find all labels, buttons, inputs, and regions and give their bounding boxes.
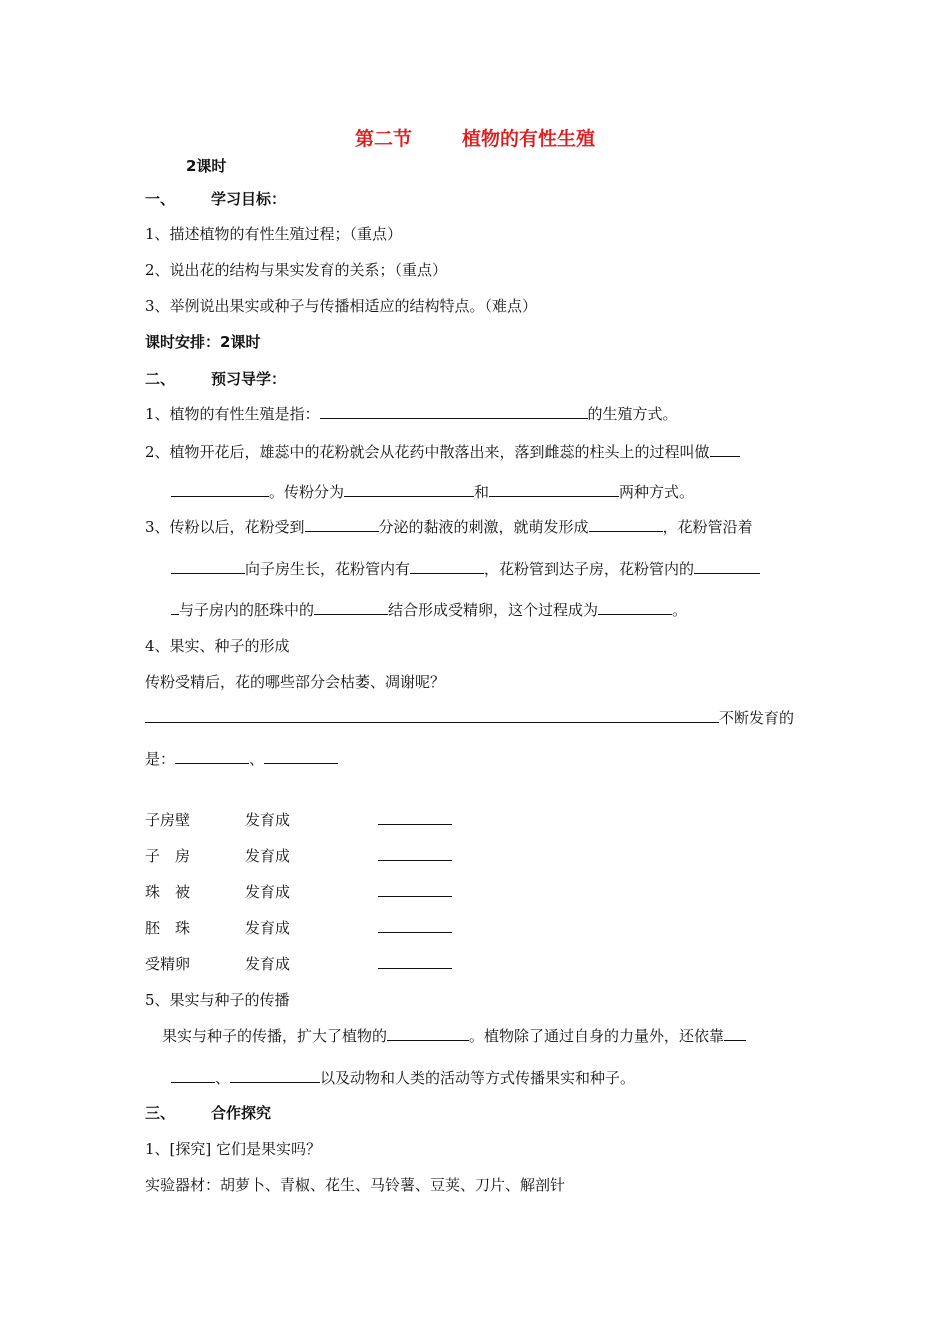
develop-verb: 发育成 <box>245 955 291 973</box>
section-3-heading <box>145 1103 271 1123</box>
answer-blank[interactable] <box>171 600 179 615</box>
question-5-line-2 <box>171 1068 635 1088</box>
explore-item-1: 1、[探究] 它们是果实吗？ <box>145 1140 322 1158</box>
flower-part: 受精卵 <box>145 955 191 973</box>
question-4-text: 不断发育的 <box>719 709 795 727</box>
answer-blank[interactable] <box>378 846 452 861</box>
objective-2: 2、说出花的结构与果实发育的关系；（重点） <box>145 261 448 279</box>
schedule: 课时安排：2课时 <box>145 333 261 351</box>
section-3-title: 合作探究 <box>211 1104 272 1122</box>
question-3-text: 结合形成受精卵，这个过程成为 <box>388 601 599 619</box>
answer-blank[interactable] <box>320 404 588 419</box>
question-4-heading: 4、果实、种子的形成 <box>145 637 290 655</box>
question-1-suffix: 的生殖方式。 <box>587 405 678 423</box>
answer-blank[interactable] <box>175 749 249 764</box>
page-title <box>0 124 950 151</box>
answer-blank[interactable] <box>489 482 619 497</box>
title-section: 第二节 <box>354 128 412 150</box>
question-2-text: 2、植物开花后，雄蕊中的花粉就会从花药中散落出来，落到雌蕊的柱头上的过程叫做 <box>145 443 710 461</box>
question-3-text: 向子房生长，花粉管内有 <box>245 560 411 578</box>
question-4-text: 是： <box>145 750 176 768</box>
answer-blank[interactable] <box>710 442 740 457</box>
question-2-line-2 <box>171 482 694 502</box>
answer-blank[interactable] <box>344 482 474 497</box>
question-5-line-1 <box>162 1026 746 1046</box>
answer-blank[interactable] <box>694 559 760 574</box>
answer-blank[interactable] <box>378 918 452 933</box>
answer-blank[interactable] <box>378 954 452 969</box>
question-3-text: 与子房内的胚珠中的 <box>179 601 315 619</box>
answer-blank[interactable] <box>171 559 245 574</box>
question-4-line-4 <box>145 749 338 769</box>
question-1 <box>145 404 678 424</box>
question-3-text: 。 <box>672 601 688 619</box>
answer-blank[interactable] <box>314 600 388 615</box>
question-3-line-2 <box>171 559 760 579</box>
section-2-number: 二、 <box>145 370 176 388</box>
answer-blank[interactable] <box>171 482 269 497</box>
section-1-number: 一、 <box>145 190 176 208</box>
question-5-text: 、 <box>215 1069 231 1087</box>
objective-3: 3、举例说出果实或种子与传播相适应的结构特点。（难点） <box>145 297 538 315</box>
develop-verb: 发育成 <box>245 811 291 829</box>
section-1-title: 学习目标： <box>211 190 287 208</box>
answer-blank[interactable] <box>378 882 452 897</box>
explore-materials: 实验器材：胡萝卜、青椒、花生、马铃薯、豆荚、刀片、解剖针 <box>145 1176 566 1194</box>
answer-blank[interactable] <box>724 1026 746 1041</box>
answer-blank[interactable] <box>305 517 379 532</box>
flower-part: 胚 珠 <box>145 919 191 937</box>
answer-blank[interactable] <box>410 559 484 574</box>
answer-blank[interactable] <box>589 517 663 532</box>
question-2-text: 。传粉分为 <box>269 483 345 501</box>
question-5-text: 。植物除了通过自身的力量外，还依靠 <box>469 1027 725 1045</box>
answer-blank[interactable] <box>264 749 338 764</box>
develop-verb: 发育成 <box>245 919 291 937</box>
question-3-text: 3、传粉以后，花粉受到 <box>145 518 305 536</box>
question-2-text: 两种方式。 <box>619 483 695 501</box>
question-5-text: 以及动物和人类的活动等方式传播果实和种子。 <box>320 1069 636 1087</box>
answer-blank[interactable] <box>598 600 672 615</box>
flower-part: 珠 被 <box>145 883 191 901</box>
question-5-text: 果实与种子的传播，扩大了植物的 <box>162 1027 388 1045</box>
question-4-text: 、 <box>249 750 265 768</box>
section-2-title: 预习导学： <box>211 370 287 388</box>
answer-blank[interactable] <box>145 708 719 723</box>
question-4-question: 传粉受精后，花的哪些部分会枯萎、凋谢呢？ <box>145 673 446 691</box>
section-3-number: 三、 <box>145 1104 176 1122</box>
question-3-text: ，花粉管沿着 <box>662 518 753 536</box>
question-3-text: ，花粉管到达子房，花粉管内的 <box>484 560 695 578</box>
question-2-text: 和 <box>474 483 490 501</box>
question-5-heading: 5、果实与种子的传播 <box>145 991 290 1009</box>
objective-1: 1、描述植物的有性生殖过程；（重点） <box>145 225 403 243</box>
question-1-prefix: 1、植物的有性生殖是指： <box>145 405 320 423</box>
answer-blank[interactable] <box>387 1026 469 1041</box>
question-3-line-3 <box>171 600 687 620</box>
question-3-line-1 <box>145 517 753 537</box>
question-3-text: 分泌的黏液的刺激，就萌发形成 <box>378 518 589 536</box>
section-2-heading <box>145 369 286 389</box>
section-1-heading <box>145 189 286 209</box>
title-topic: 植物的有性生殖 <box>462 128 596 150</box>
answer-blank[interactable] <box>230 1068 320 1083</box>
flower-part: 子 房 <box>145 847 191 865</box>
lesson-count: 2课时 <box>186 157 227 175</box>
answer-blank[interactable] <box>378 810 452 825</box>
question-4-line-3 <box>145 708 794 728</box>
develop-verb: 发育成 <box>245 847 291 865</box>
answer-blank[interactable] <box>171 1068 215 1083</box>
develop-verb: 发育成 <box>245 883 291 901</box>
question-2-line-1 <box>145 442 740 462</box>
flower-part: 子房壁 <box>145 811 191 829</box>
